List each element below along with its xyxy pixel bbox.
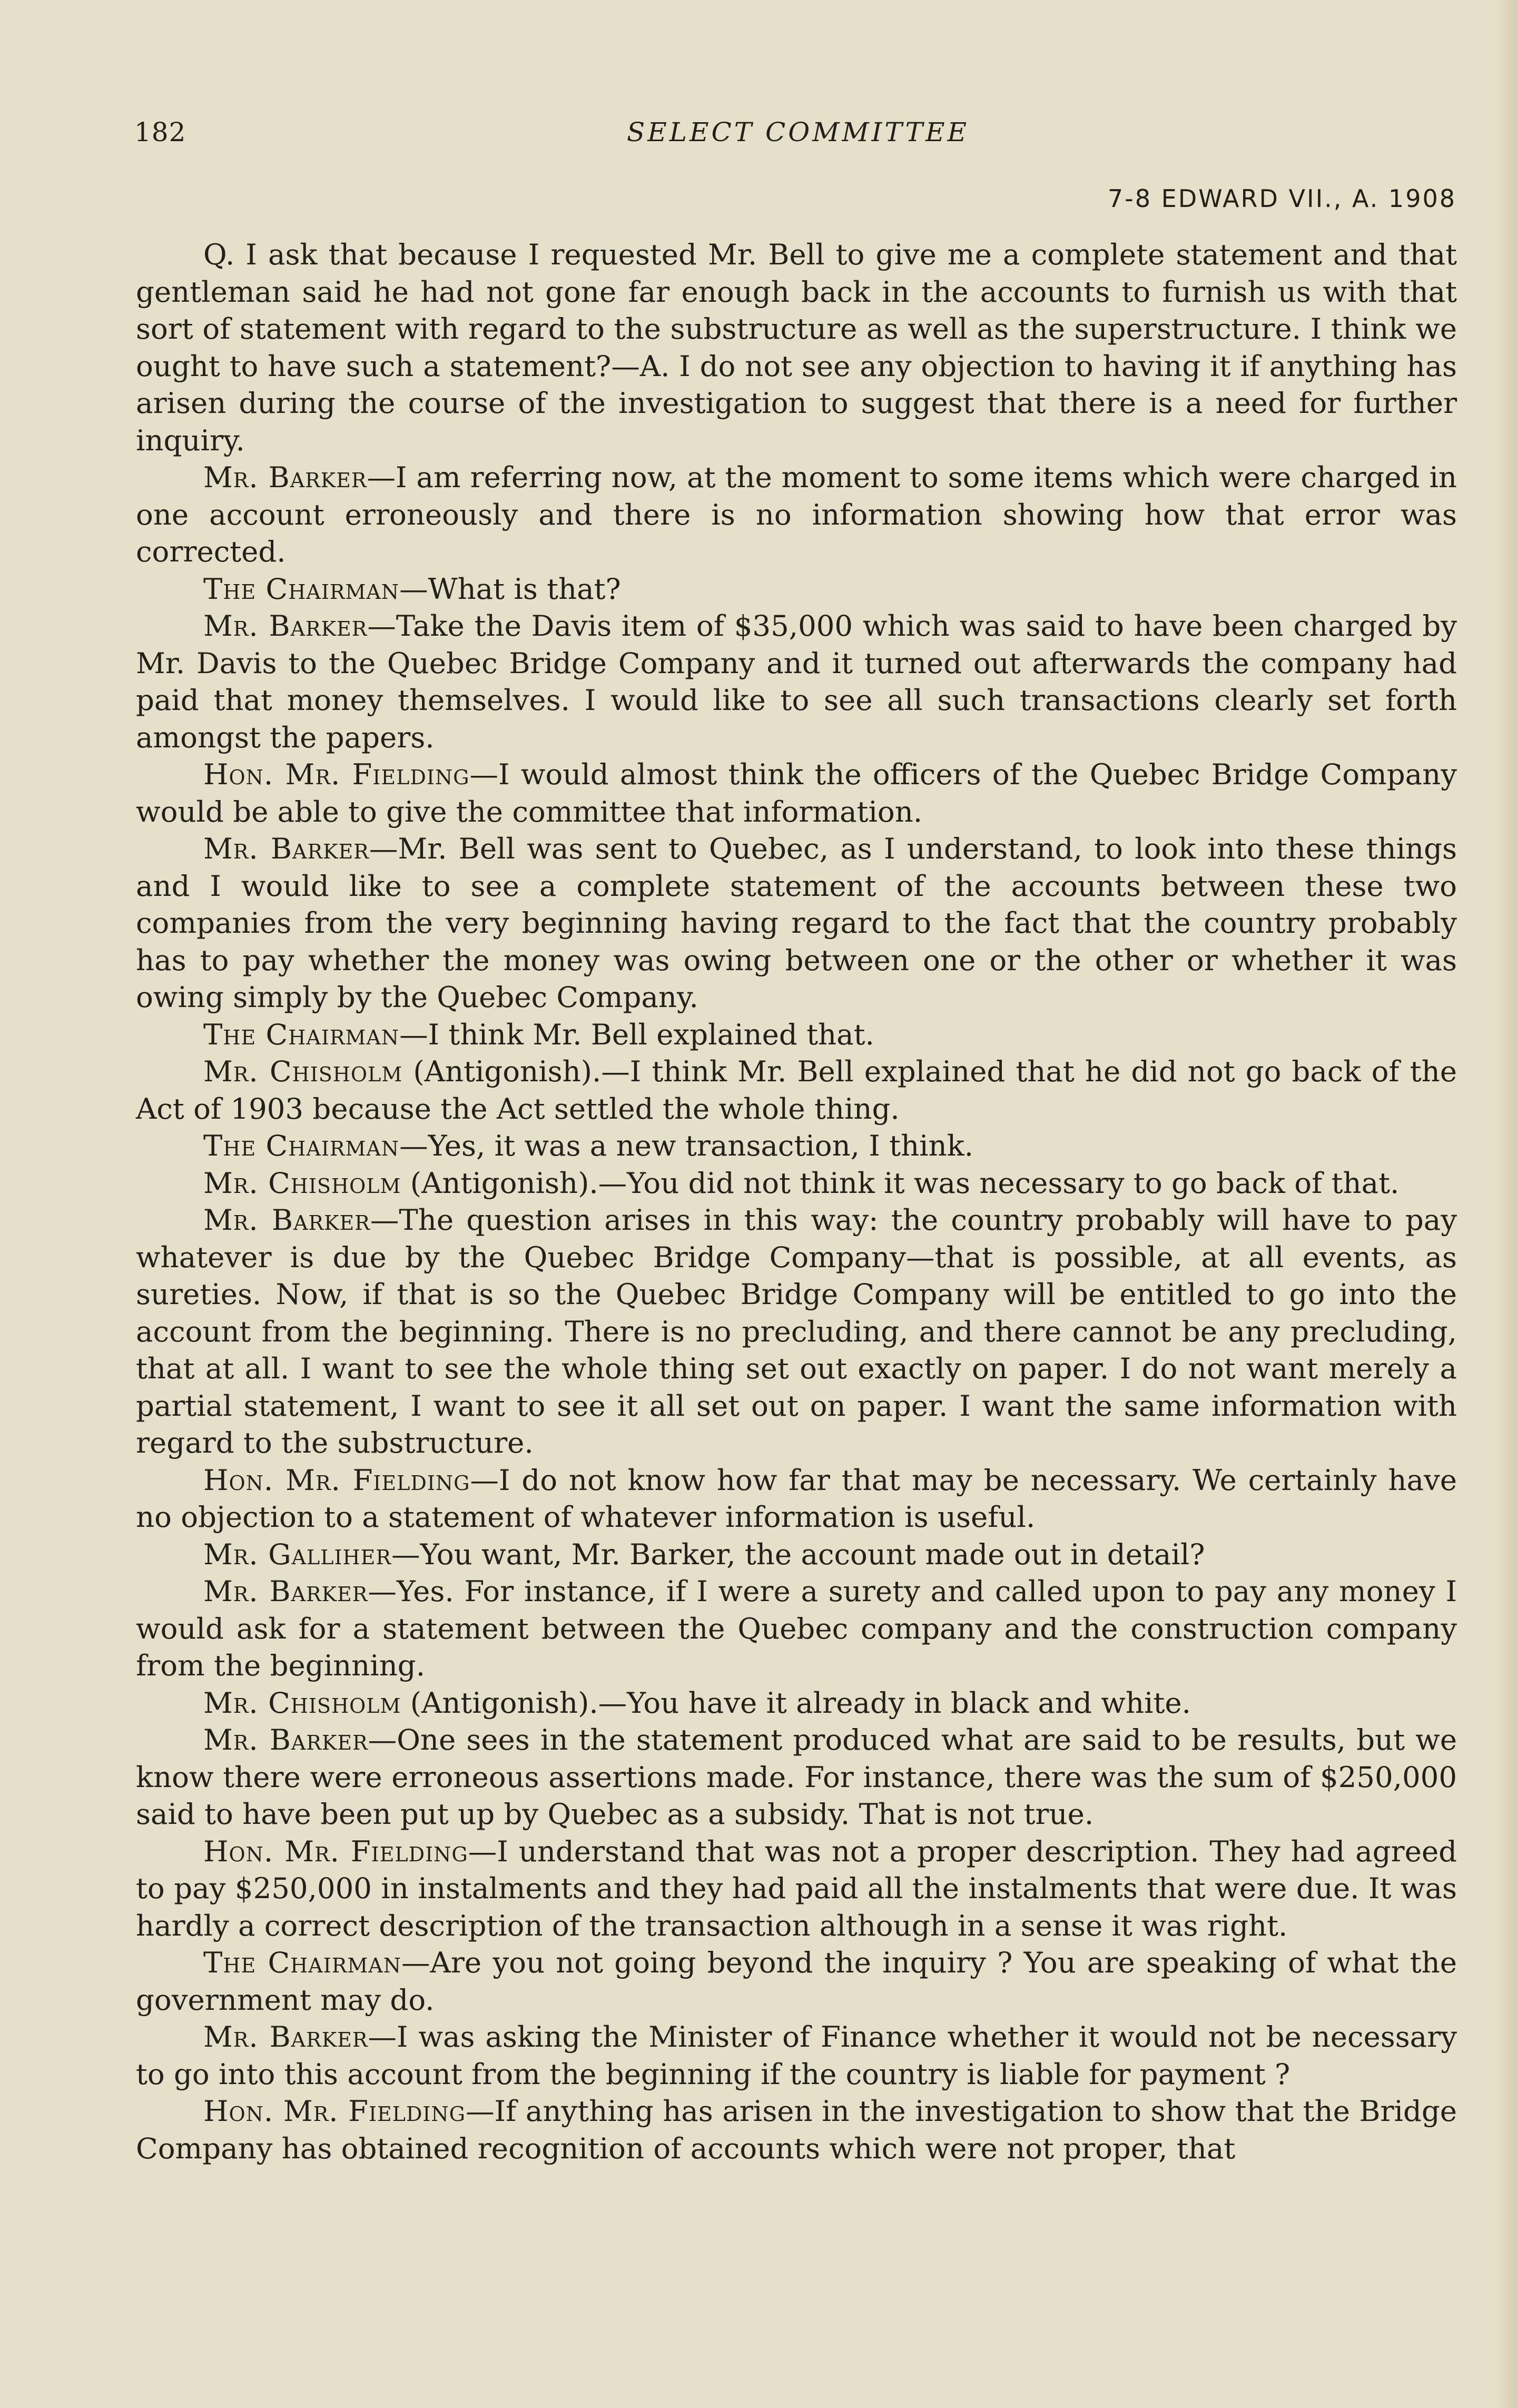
paragraph [136, 1016, 1457, 1053]
speaker-name: Mr. Chisholm [203, 1685, 401, 1720]
speaker-name: Mr. Chisholm [203, 1166, 401, 1200]
paragraph-text: —Yes. For instance, if I were a surety and called upon to pay any money I would ask for a statement between the Quebec company and the construction company from the beginning. [136, 1574, 1457, 1682]
paragraph-text: (Antigonish).—You did not think it was necessary to go back of that. [401, 1166, 1400, 1200]
speaker-name: Mr. Barker [203, 460, 367, 494]
speaker-name: Mr. Barker [203, 1574, 368, 1608]
paragraph-text: —What is that? [399, 571, 621, 606]
speaker-name: Mr. Barker [203, 832, 369, 865]
speaker-name: Hon. Mr. Fielding [203, 1834, 468, 1868]
speaker-name: Hon. Mr. Fielding [203, 2094, 466, 2128]
paragraph-text: —I would almost think the officers of the Quebec Bridge Company would be able to give the committee that information. [136, 757, 1457, 828]
paragraph [136, 570, 1457, 608]
session-reference: 7-8 EDWARD VII., A. 1908 [1107, 184, 1456, 213]
paragraph [136, 459, 1457, 570]
paragraph [136, 756, 1457, 830]
page-edge-shadow [1496, 0, 1517, 2408]
paragraph [136, 1944, 1457, 2018]
paragraph [136, 1721, 1457, 1833]
speaker-name: Mr. Barker [203, 1723, 368, 1756]
paragraph-text: —One sees in the statement produced what are said to be results, but we know there were erroneous assertions made. For instance, there was the sum of $250,000 said to have been put up by Quebec as a subsidy. That is not true. [136, 1723, 1457, 1831]
paragraph [136, 1053, 1457, 1127]
paragraph [136, 1833, 1457, 1945]
speaker-name: Mr. Galliher [203, 1537, 392, 1571]
paragraph-text: —I think Mr. Bell explained that. [399, 1017, 874, 1051]
paragraph-text: —Yes, it was a new transaction, I think. [399, 1129, 974, 1162]
paragraph-text: —I do not know how far that may be necessary. We certainly have no objection to a statement of whatever information is useful. [136, 1463, 1457, 1534]
speaker-name: The Chairman [203, 1129, 400, 1162]
paragraph [136, 1201, 1457, 1462]
paragraph [136, 607, 1457, 756]
paragraph-text: —Mr. Bell was sent to Quebec, as I understand, to look into these things and I would like to see a complete statement of the accounts between these two companies from the very beginning having regard to the fact that the country probably has to pay whether the money was owing between one or the other or whether it was owing simply by the Quebec Company. [136, 832, 1457, 1014]
speaker-name: Mr. Barker [203, 609, 368, 643]
paragraph-text: —I understand that was not a proper description. They had agreed to pay $250,000 in instalments and they had paid all the instalments that were due. It was hardly a correct description of the transaction although in a sense it was right. [136, 1834, 1457, 1942]
paragraph-text: —Are you not going beyond the inquiry ? You are speaking of what the government may do. [136, 1946, 1457, 2017]
speaker-name: Mr. Barker [203, 1203, 370, 1237]
running-head [134, 117, 1462, 154]
paragraph [136, 2018, 1457, 2093]
speaker-name: The Chairman [203, 1017, 400, 1051]
paragraph [136, 1164, 1457, 1202]
paragraph-text: (Antigonish).—I think Mr. Bell explained that he did not go back of the Act of 1903 because the Act settled the whole thing. [136, 1054, 1457, 1126]
speaker-name: Hon. Mr. Fielding [203, 1463, 470, 1497]
paragraph [136, 1462, 1457, 1536]
paragraph [136, 1573, 1457, 1684]
paragraph [136, 830, 1457, 1016]
paragraph-text: —You want, Mr. Barker, the account made out in detail? [391, 1537, 1205, 1571]
paragraph [136, 1684, 1457, 1722]
paragraph-text: Q. I ask that because I requested Mr. Bell to give me a complete statement and that gentleman said he had not gone far enough back in the accounts to furnish us with that sort of statement with regard to the substructure as well as the superstructure. I think we ought to have such a statement?—A. I do not see any objection to having it if anything has arisen during the course of the investigation to suggest that there is a need for further inquiry. [136, 238, 1457, 457]
paragraph-text: —The question arises in this way: the country probably will have to pay whatever is due by the Quebec Bridge Company—that is possible, at all events, as sureties. Now, if that is so the Quebec Bridge Company will be entitled to go into the account from the beginning. There is no precluding, and there cannot be any precluding, that at all. I want to see the whole thing set out exactly on paper. I do not want merely a partial statement, I want to see it all set out on paper. I want the same information with regard to the substructure. [136, 1203, 1457, 1459]
transcript-body [136, 236, 1457, 2167]
speaker-name: Mr. Barker [203, 2020, 368, 2054]
speaker-name: Hon. Mr. Fielding [203, 757, 470, 791]
speaker-name: The Chairman [203, 1946, 401, 1979]
paragraph [136, 1127, 1457, 1164]
paragraph-text: —If anything has arisen in the investigation to show that the Bridge Company has obtained recognition of accounts which were not proper, that [136, 2094, 1457, 2165]
paragraph [136, 1536, 1457, 1573]
paragraph-text: —I am referring now, at the moment to some items which were charged in one account erroneously and there is no information showing how that error was corrected. [136, 460, 1457, 568]
paragraph [136, 2093, 1457, 2167]
running-title: SELECT COMMITTEE [627, 117, 969, 147]
page-number: 182 [134, 117, 186, 147]
paragraph-text: —I was asking the Minister of Finance whether it would not be necessary to go into this account from the beginning if the country is liable for payment ? [136, 2020, 1457, 2091]
paragraph-text: (Antigonish).—You have it already in black and white. [401, 1685, 1191, 1720]
paragraph-text: —Take the Davis item of $35,000 which was said to have been charged by Mr. Davis to the Quebec Bridge Company and it turned out afterwards the company had paid that money themselves. I would like to see all such transactions clearly set forth amongst the papers. [136, 609, 1457, 754]
paragraph [136, 236, 1457, 459]
speaker-name: The Chairman [203, 571, 400, 606]
speaker-name: Mr. Chisholm [203, 1054, 403, 1088]
